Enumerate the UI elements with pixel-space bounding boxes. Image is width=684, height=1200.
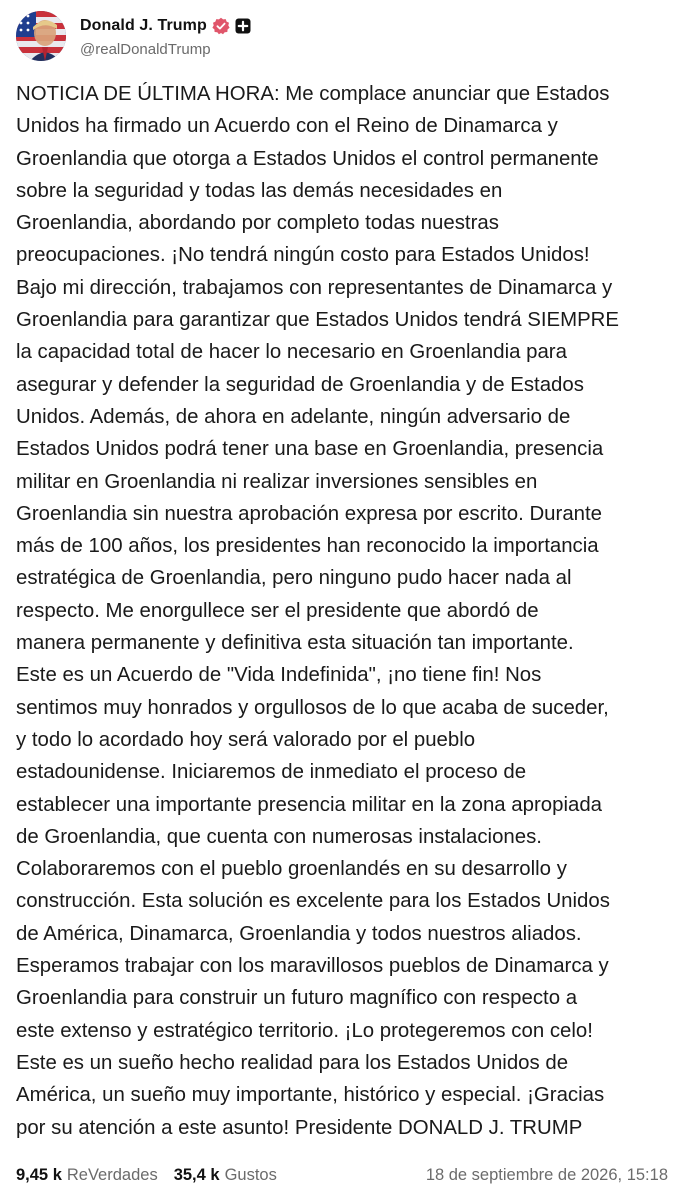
post-text-line: Colaboraremos con el pueblo groenlandés en su desarrollo y bbox=[16, 858, 567, 881]
post-text-line: más de 100 años, los presidentes han reconocido la importancia bbox=[16, 535, 599, 558]
post-text-line: por su atención a este asunto! Presidente DONALD J. TRUMP bbox=[16, 1116, 583, 1139]
post-timestamp[interactable]: 18 de septiembre de 2026, 15:18 bbox=[425, 1165, 668, 1184]
post-text-line: NOTICIA DE ÚLTIMA HORA: Me complace anunciar que Estados bbox=[16, 83, 610, 105]
post-text bbox=[16, 78, 676, 1144]
plus-square-icon[interactable] bbox=[235, 18, 251, 34]
post-text-line: militar en Groenlandia ni realizar inversiones sensibles en bbox=[16, 470, 538, 493]
post-text-line: Bajo mi dirección, trabajamos con representantes de Dinamarca y bbox=[16, 276, 613, 299]
post-text-line: respecto. Me enorgullece ser el presidente que abordó de bbox=[16, 599, 539, 622]
post-text-line: de América, Dinamarca, Groenlandia y todos nuestros aliados. bbox=[16, 922, 582, 945]
post-text-line: establecer una importante presencia militar en la zona apropiada bbox=[16, 793, 603, 816]
post-text-line: Este es un Acuerdo de "Vida Indefinida", ¡no tiene fin! Nos bbox=[16, 664, 542, 687]
name-row bbox=[80, 14, 251, 38]
post-text-line: Groenlandia para garantizar que Estados Unidos tendrá SIEMPRE bbox=[16, 309, 619, 332]
avatar[interactable] bbox=[16, 11, 66, 61]
author-handle[interactable]: @realDonaldTrump bbox=[80, 41, 211, 58]
post-text-line: Unidos. Además, de ahora en adelante, ningún adversario de bbox=[16, 405, 571, 428]
post-text-line: asegurar y defender la seguridad de Groenlandia y de Estados bbox=[16, 373, 584, 396]
reposts-label: ReVerdades bbox=[66, 1165, 158, 1184]
post-text-line: la capacidad total de hacer lo necesario en Groenlandia para bbox=[16, 341, 567, 364]
likes-label: Gustos bbox=[224, 1165, 277, 1184]
post-text-line: Estados Unidos podrá tener una base en Groenlandia, presencia bbox=[16, 438, 604, 461]
reposts-stat[interactable] bbox=[16, 1166, 158, 1185]
avatar-flag-portrait-icon bbox=[16, 11, 66, 61]
post-text-line: construcción. Esta solución es excelente para los Estados Unidos bbox=[16, 890, 610, 913]
post-text-line: Unidos ha firmado un Acuerdo con el Reino de Dinamarca y bbox=[16, 115, 558, 138]
post-text-line: este extenso y estratégico territorio. ¡Lo protegeremos con celo! bbox=[16, 1019, 593, 1042]
post-text-line: preocupaciones. ¡No tendrá ningún costo para Estados Unidos! bbox=[16, 244, 590, 267]
post-text-line: y todo lo acordado hoy será valorado por el pueblo bbox=[16, 728, 476, 751]
post-text-line: Groenlandia para construir un futuro magnífico con respecto a bbox=[16, 987, 578, 1010]
likes-stat[interactable] bbox=[174, 1166, 277, 1185]
post-text-line: Groenlandia, abordando por completo todas nuestras bbox=[16, 212, 499, 235]
post-text-line: estadounidense. Iniciaremos de inmediato el proceso de bbox=[16, 761, 527, 784]
post-text-line: Esperamos trabajar con los maravillosos pueblos de Dinamarca y bbox=[16, 955, 609, 978]
reposts-count: 9,45 k bbox=[16, 1165, 62, 1184]
post-text-line: Groenlandia que otorga a Estados Unidos el control permanente bbox=[16, 147, 599, 170]
post-text-line: de Groenlandia, que cuenta con numerosas instalaciones. bbox=[16, 825, 542, 848]
post-header bbox=[16, 8, 251, 64]
display-name[interactable]: Donald J. Trump bbox=[80, 17, 207, 34]
post-text-line: América, un sueño muy importante, histórico y especial. ¡Gracias bbox=[16, 1084, 605, 1107]
post-text-line: sobre la seguridad y todas las demás necesidades en bbox=[16, 179, 503, 202]
post-text-line: Este es un sueño hecho realidad para los Estados Unidos de bbox=[16, 1051, 569, 1074]
post-footer bbox=[16, 1162, 668, 1188]
post-text-line: Groenlandia sin nuestra aprobación expresa por escrito. Durante bbox=[16, 502, 603, 525]
post-text-line: manera permanente y definitiva esta situación tan importante. bbox=[16, 632, 574, 655]
likes-count: 35,4 k bbox=[173, 1165, 220, 1184]
author-identity bbox=[80, 14, 251, 58]
post-text-line: estratégica de Groenlandia, pero ninguno pudo hacer nada al bbox=[16, 567, 572, 590]
verified-badge-icon bbox=[212, 17, 230, 35]
post-text-line: sentimos muy honrados y orgullosos de lo que acaba de suceder, bbox=[16, 696, 609, 719]
